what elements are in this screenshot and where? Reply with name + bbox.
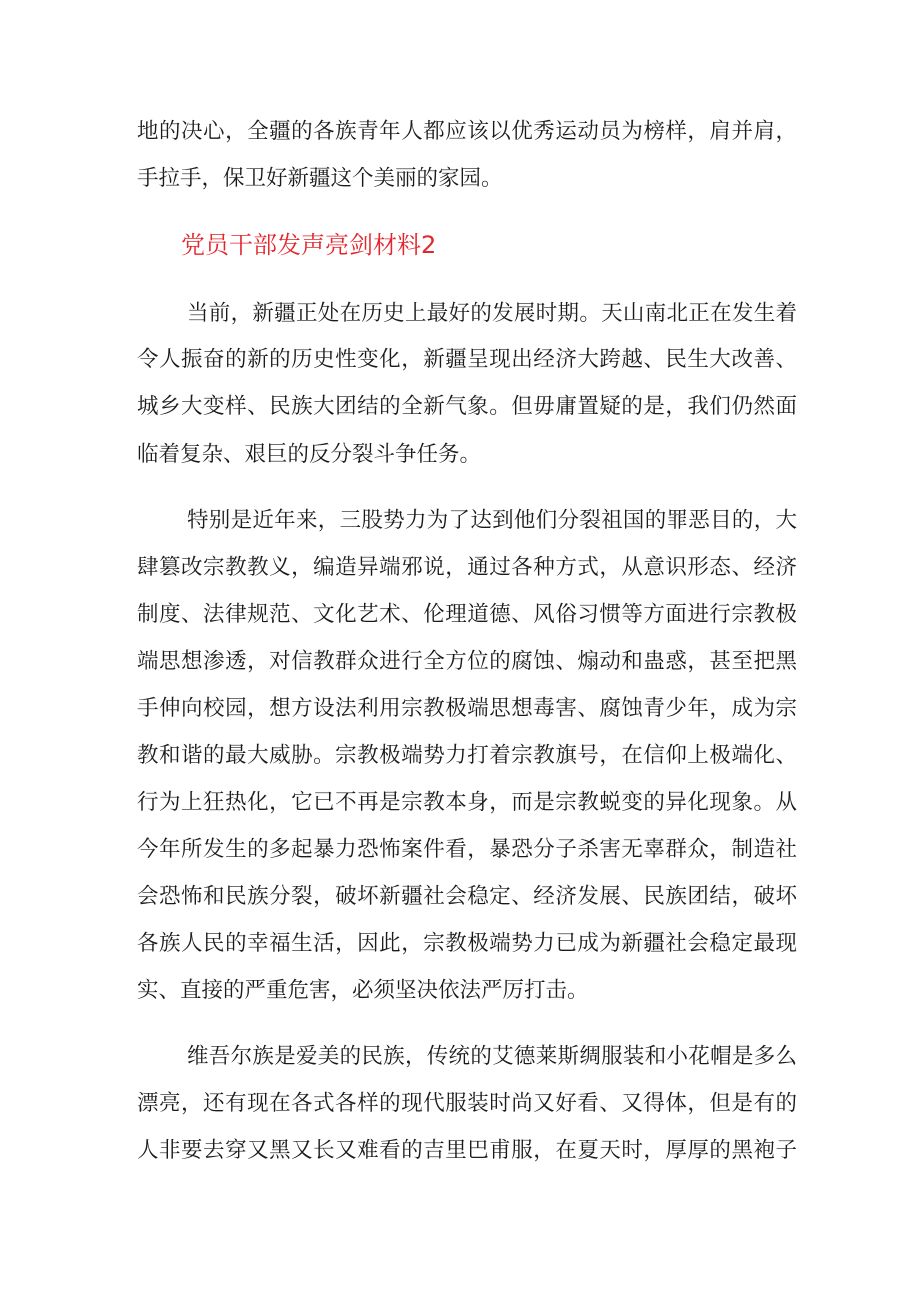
paragraph-line: 地的决心，全疆的各族青年人都应该以优秀运动员为榜样，肩并肩， [137, 119, 797, 144]
paragraph-line: 维吾尔族是爱美的民族，传统的艾德莱斯绸服装和小花帽是多么 [187, 1044, 797, 1069]
paragraph-line: 教和谐的最大威胁。宗教极端势力打着宗教旗号，在信仰上极端化、 [137, 743, 797, 768]
paragraph-line: 肆篡改宗教教义，编造异端邪说，通过各种方式，从意识形态、经济 [137, 555, 797, 580]
paragraph-line: 城乡大变样、民族大团结的全新气象。但毋庸置疑的是，我们仍然面 [137, 394, 797, 419]
paragraph-line: 当前，新疆正处在历史上最好的发展时期。天山南北正在发生着 [187, 301, 797, 326]
paragraph-line: 会恐怖和民族分裂，破坏新疆社会稳定、经济发展、民族团结，破坏 [137, 884, 797, 909]
paragraph-line: 漂亮，还有现在各式各样的现代服装时尚又好看、又得体，但是有的 [137, 1091, 797, 1116]
paragraph-line: 端思想渗透，对信教群众进行全方位的腐蚀、煽动和蛊惑，甚至把黑 [137, 649, 797, 674]
paragraph-line: 制度、法律规范、文化艺术、伦理道德、风俗习惯等方面进行宗教极 [137, 602, 797, 627]
paragraph-line: 各族人民的幸福生活，因此，宗教极端势力已成为新疆社会稳定最现 [137, 931, 797, 956]
paragraph-line: 人非要去穿又黑又长又难看的吉里巴甫服，在夏天时，厚厚的黑袍子 [137, 1138, 797, 1163]
paragraph-line: 特别是近年来，三股势力为了达到他们分裂祖国的罪恶目的，大 [187, 508, 797, 533]
paragraph-line: 手伸向校园，想方设法利用宗教极端思想毒害、腐蚀青少年，成为宗 [137, 696, 797, 721]
paragraph-line: 今年所发生的多起暴力恐怖案件看，暴恐分子杀害无辜群众，制造社 [137, 837, 797, 862]
paragraph-line: 临着复杂、艰巨的反分裂斗争任务。 [137, 442, 482, 467]
paragraph-line: 行为上狂热化，它已不再是宗教本身，而是宗教蜕变的异化现象。从 [137, 790, 797, 815]
paragraph-line: 手拉手，保卫好新疆这个美丽的家园。 [137, 166, 503, 191]
section-heading: 党员干部发声亮剑材料2 [181, 231, 437, 259]
paragraph-line: 令人振奋的新的历史性变化，新疆呈现出经济大跨越、民生大改善、 [137, 347, 797, 372]
paragraph-line: 实、直接的严重危害，必须坚决依法严厉打击。 [137, 978, 589, 1003]
